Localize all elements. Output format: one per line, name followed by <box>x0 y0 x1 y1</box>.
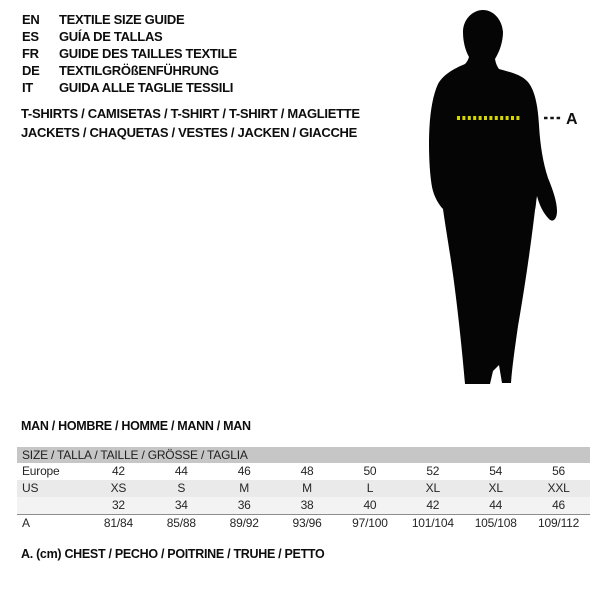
language-row <box>22 62 237 79</box>
language-label: GUÍA DE TALLAS <box>59 29 163 44</box>
size-cell: 109/112 <box>538 516 580 530</box>
size-cell: 56 <box>552 464 566 478</box>
language-list <box>22 11 237 96</box>
size-cell: M <box>239 481 250 495</box>
category-line-jackets: JACKETS / CHAQUETAS / VESTES / JACKEN / GIACCHE <box>21 124 357 140</box>
size-table-header: SIZE / TALLA / TAILLE / GRÖSSE / TAGLIA <box>17 447 590 463</box>
size-cell: 85/88 <box>166 516 196 530</box>
language-code: ES <box>22 29 39 44</box>
size-cell: 50 <box>363 464 377 478</box>
size-cell: XL <box>488 481 503 495</box>
language-label: TEXTILGRÖßENFÜHRUNG <box>59 63 219 78</box>
language-label: GUIDE DES TAILLES TEXTILE <box>59 46 237 61</box>
size-cell: S <box>177 481 186 495</box>
size-cell: 89/92 <box>229 516 259 530</box>
size-cell: 42 <box>426 498 440 512</box>
size-cell: 44 <box>174 464 188 478</box>
size-cell: L <box>366 481 374 495</box>
measure-label: A <box>566 111 578 128</box>
size-cell: 44 <box>489 498 503 512</box>
category-line-tshirts: T-SHIRTS / CAMISETAS / T-SHIRT / T-SHIRT / MAGLIETTE <box>21 106 360 121</box>
table-row-chest <box>17 514 590 532</box>
language-code: FR <box>22 46 39 61</box>
size-cell: 93/96 <box>292 516 322 530</box>
size-cell: XXL <box>547 481 570 495</box>
size-cell: 97/100 <box>352 516 388 530</box>
size-cell: XS <box>110 481 127 495</box>
language-row <box>22 11 237 28</box>
size-cell: 34 <box>174 498 188 512</box>
language-code: DE <box>22 63 40 78</box>
size-cell: 54 <box>489 464 503 478</box>
size-cell: 101/104 <box>411 516 454 530</box>
man-silhouette-shape <box>429 10 557 384</box>
row-label: A <box>22 516 30 530</box>
table-row-us <box>17 480 590 497</box>
language-code: EN <box>22 12 40 27</box>
size-cell: 52 <box>426 464 440 478</box>
language-label: GUIDA ALLE TAGLIE TESSILI <box>59 80 234 95</box>
size-cell: 36 <box>237 498 251 512</box>
size-cell: 42 <box>111 464 125 478</box>
language-row <box>22 28 237 45</box>
size-cell: 32 <box>111 498 125 512</box>
section-title-man: MAN / HOMBRE / HOMME / MANN / MAN <box>21 419 251 433</box>
size-cell: 46 <box>237 464 251 478</box>
language-row <box>22 79 237 96</box>
size-cell: XL <box>425 481 440 495</box>
size-cell: 48 <box>300 464 314 478</box>
row-label: Europe <box>22 464 60 478</box>
man-silhouette <box>405 8 590 388</box>
table-row-us-numeric <box>17 497 590 514</box>
category-list <box>21 105 360 142</box>
language-row <box>22 45 237 62</box>
row-label <box>17 497 87 514</box>
size-table <box>17 447 590 532</box>
language-label: TEXTILE SIZE GUIDE <box>59 12 185 27</box>
size-cell: 81/84 <box>103 516 133 530</box>
row-label: US <box>22 481 39 495</box>
size-cell: M <box>302 481 312 495</box>
size-cell: 40 <box>363 498 377 512</box>
man-figure <box>405 8 590 388</box>
size-cell: 105/108 <box>474 516 517 530</box>
table-row-europe <box>17 463 590 480</box>
size-cell: 46 <box>552 498 566 512</box>
footnote-chest: A. (cm) CHEST / PECHO / POITRINE / TRUHE / PETTO <box>21 547 325 561</box>
size-cell: 38 <box>300 498 314 512</box>
language-code: IT <box>22 80 33 95</box>
